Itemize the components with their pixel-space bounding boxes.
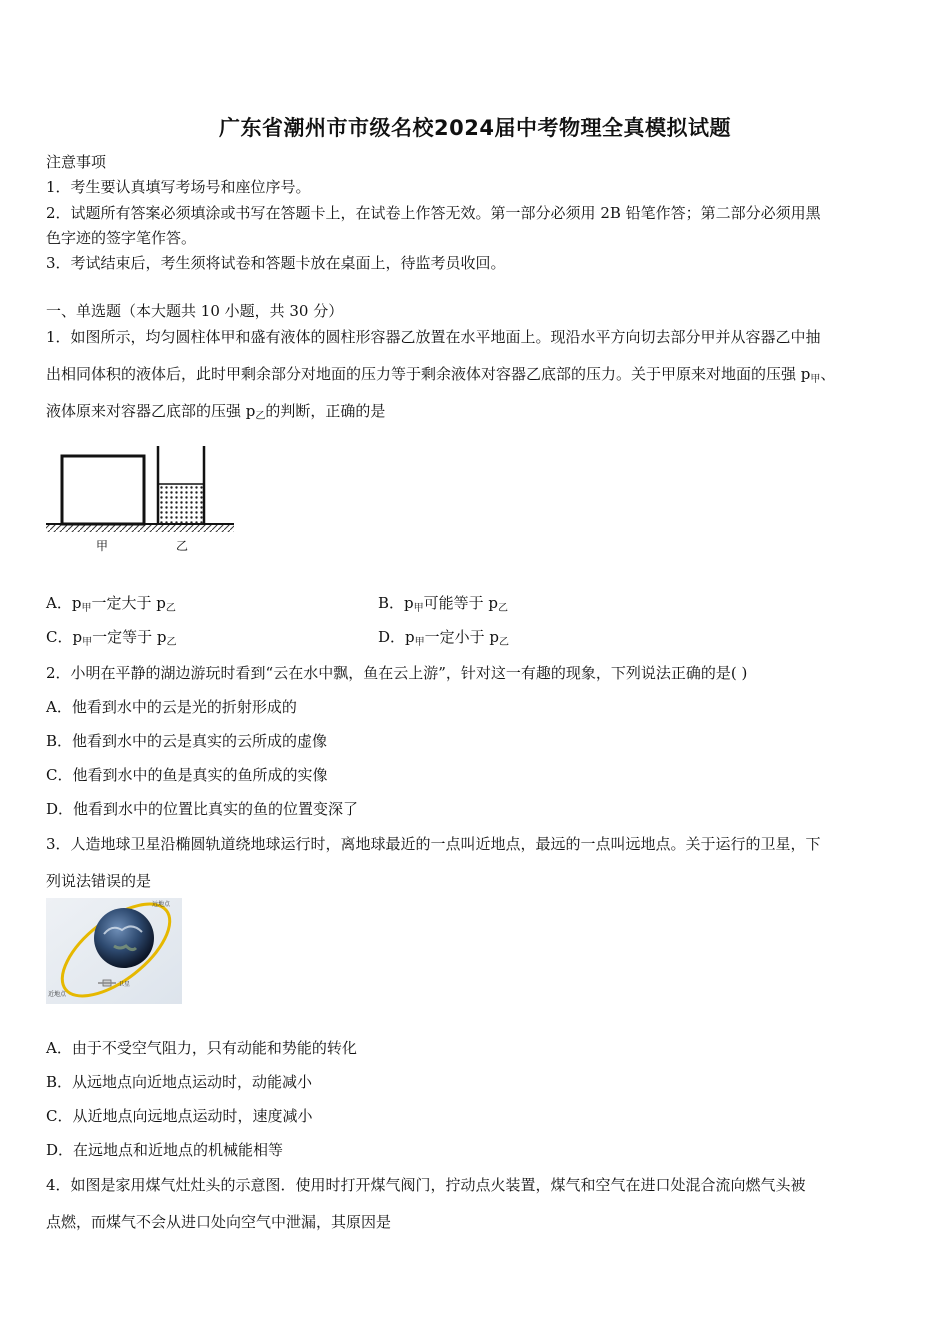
notice-item: 2．试题所有答案必须填涂或书写在答题卡上，在试卷上作答无效。第一部分必须用 2B 铅笔作答；第二部分必须用黑 — [46, 204, 821, 222]
notice-item: 色字迹的签字笔作答。 — [46, 229, 197, 247]
question-1-option-a[interactable]: A．$p_甲$一定大于 $p_乙$ — [46, 594, 176, 614]
question-2-option-c[interactable]: C．他看到水中的鱼是真实的鱼所成的实像 — [46, 766, 328, 784]
notice-item: 1．考生要认真填写考场号和座位序号。 — [46, 178, 311, 196]
liquid-in-yi — [158, 484, 204, 524]
question-2-option-b[interactable]: B．他看到水中的云是真实的云所成的虚像 — [46, 732, 328, 750]
section-heading: 一、单选题（本大题共 10 小题，共 30 分） — [46, 302, 344, 320]
question-3-option-b[interactable]: B．从远地点向近地点运动时，动能减小 — [46, 1073, 313, 1091]
label-apogee: 远地点 — [152, 901, 171, 908]
question-1-option-c[interactable]: C．$p_甲$一定等于 $p_乙$ — [46, 628, 177, 648]
earth — [94, 908, 154, 968]
question-4-stem: 4．如图是家用煤气灶灶头的示意图．使用时打开煤气阀门，拧动点火装置，煤气和空气在进口处混合流向燃气头被 — [46, 1176, 806, 1194]
question-1-option-b[interactable]: B．$p_甲$可能等于 $p_乙$ — [378, 594, 509, 614]
notice-item: 3．考试结束后，考生须将试卷和答题卡放在桌面上，待监考员收回。 — [46, 254, 506, 272]
label-yi: 乙 — [175, 539, 189, 553]
question-3-option-d[interactable]: D．在远地点和近地点的机械能相等 — [46, 1141, 284, 1159]
notice-heading: 注意事项 — [46, 153, 107, 171]
question-3-option-a[interactable]: A．由于不受空气阻力，只有动能和势能的转化 — [46, 1039, 357, 1057]
question-1-stem: 液体原来对容器乙底部的压强 $p_乙$的判断，正确的是 — [46, 402, 386, 422]
question-1-stem: 出相同体积的液体后，此时甲剩余部分对地面的压力等于剩余液体对容器乙底部的压力。关于甲原来对地面的压强 $p_甲$、 — [46, 365, 836, 385]
page-title: 广东省潮州市市级名校2024届中考物理全真模拟试题 — [219, 116, 731, 140]
label-jia: 甲 — [95, 539, 109, 553]
satellite-orbit-figure — [46, 898, 182, 1004]
question-3-stem: 列说法错误的是 — [46, 872, 152, 890]
question-1-stem: 1．如图所示，均匀圆柱体甲和盛有液体的圆柱形容器乙放置在水平地面上。现沿水平方向切去部分甲并从容器乙中抽 — [46, 328, 821, 346]
question-4-stem: 点燃，而煤气不会从进口处向空气中泄漏，其原因是 — [46, 1213, 392, 1231]
question-2-option-d[interactable]: D．他看到水中的位置比真实的鱼的位置变深了 — [46, 800, 359, 818]
label-satellite: 卫星 — [118, 981, 131, 988]
cylinder-container-figure — [44, 440, 244, 560]
question-1-option-d[interactable]: D．$p_甲$一定小于 $p_乙$ — [378, 628, 510, 648]
question-2-stem: 2．小明在平静的湖边游玩时看到“云在水中飘，鱼在云上游”，针对这一有趣的现象，下列说法正确的是( ) — [46, 664, 748, 682]
cylinder-jia — [62, 456, 144, 524]
question-3-stem: 3．人造地球卫星沿椭圆轨道绕地球运行时，离地球最近的一点叫近地点，最远的一点叫远地点。关于运行的卫星，下 — [46, 835, 821, 853]
question-3-option-c[interactable]: C．从近地点向远地点运动时，速度减小 — [46, 1107, 313, 1125]
label-perigee: 近地点 — [48, 991, 67, 998]
question-2-option-a[interactable]: A．他看到水中的云是光的折射形成的 — [46, 698, 297, 716]
